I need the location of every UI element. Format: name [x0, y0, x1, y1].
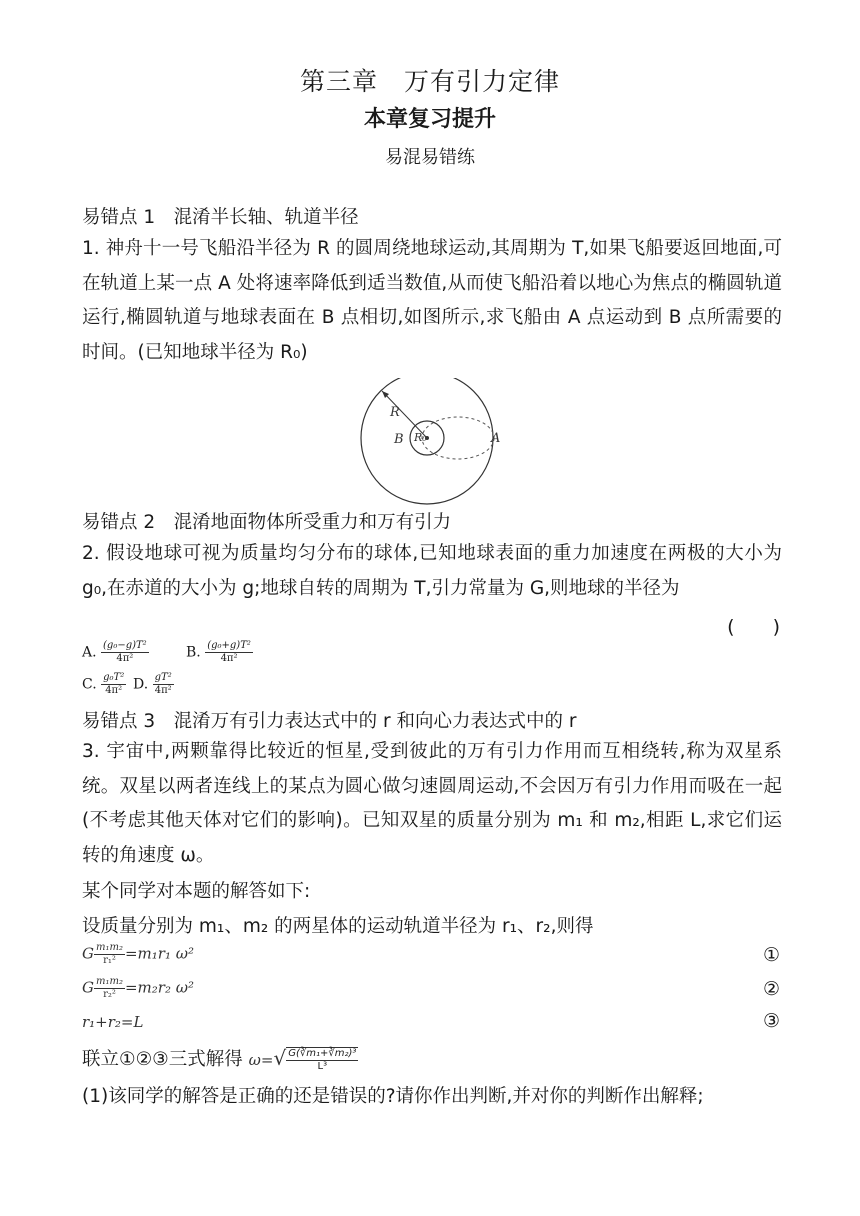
option-fraction — [205, 640, 253, 665]
option-b — [186, 640, 253, 665]
eq-marker-1: ① — [762, 944, 780, 966]
option-a — [82, 640, 149, 665]
eq-marker-2: ② — [762, 978, 780, 1000]
fraction-numerator: (g₀+g)T² — [207, 640, 251, 651]
point2-heading: 易错点 2 混淆地面物体所受重力和万有引力 — [82, 512, 452, 533]
result-lhs: ω= — [248, 1051, 274, 1069]
equation-3: r₁+r₂=L — [82, 1013, 144, 1031]
point1-heading: 易错点 1 混淆半长轴、轨道半径 — [82, 207, 359, 228]
eq-rhs: =m₂r₂ ω² — [124, 978, 194, 997]
result-fraction — [286, 1047, 358, 1073]
equation-1 — [82, 942, 194, 967]
option-c — [82, 672, 126, 697]
option-label: A. — [82, 644, 97, 661]
eq-g: G — [82, 944, 94, 963]
fraction-numerator: m₁m₂ — [95, 976, 123, 987]
sub-title: 易混易错练 — [385, 147, 475, 168]
question-2: 2. 假设地球可视为质量均匀分布的球体,已知地球表面的重力加速度在两极的大小为 g₀,在赤道的大小为 g;地球自转的周期为 T,引力常量为 G,则地球的半径为 — [82, 543, 782, 599]
question-3: 3. 宇宙中,两颗靠得比较近的恒星,受到彼此的万有引力作用而互相绕转,称为双星系统。双星以两者连线上的某点为圆心做匀速圆周运动,不会因万有引力作用而吸在一起(不考虑其他天体对它们的影响)。已知双星的质量分别为 m₁ 和 m₂,相距 L,求它们运转的角速度 ω。 — [82, 741, 782, 866]
question-1: 1. 神舟十一号飞船沿半径为 R 的圆周绕地球运动,其周期为 T,如果飞船要返回地面,可在轨道上某一点 A 处将速率降低到适当数值,从而使飞船沿着以地心为焦点的椭圆轨道运行,椭圆轨道与地球表面在 B 点相切,如图所示,求飞船由 A 点运动到 B 点所需要的时间。(已知地球半径为 R₀) — [82, 238, 782, 363]
eq-fraction — [94, 976, 125, 1001]
fraction-numerator: gT² — [154, 672, 172, 683]
equation-2 — [82, 976, 194, 1001]
fraction-denominator: L³ — [317, 1061, 328, 1072]
option-label: B. — [186, 644, 201, 661]
label-R: R — [390, 405, 400, 420]
fraction-denominator: 4π² — [154, 685, 172, 696]
fraction-numerator: (g₀−g)T² — [103, 640, 147, 651]
option-fraction — [101, 640, 149, 665]
chapter-title: 第三章 万有引力定律 — [299, 67, 560, 96]
eq-g: G — [82, 978, 94, 997]
sub-question-1: (1)该同学的解答是正确的还是错误的?请你作出判断,并对你的判断作出解释; — [82, 1086, 704, 1107]
student-intro: 某个同学对本题的解答如下: — [82, 881, 311, 902]
label-A: A — [491, 431, 501, 446]
section-title: 本章复习提升 — [363, 107, 496, 132]
fraction-denominator: 4π² — [105, 685, 123, 696]
option-d — [133, 672, 174, 697]
fraction-denominator: 4π² — [116, 653, 134, 664]
label-R0: R₀ — [414, 431, 427, 444]
option-fraction — [153, 672, 174, 697]
result-text: 联立①②③三式解得 — [82, 1049, 243, 1070]
label-B: B — [394, 432, 404, 447]
orbit-figure — [356, 378, 506, 508]
eq-rhs: =m₁r₁ ω² — [124, 944, 194, 963]
option-label: C. — [82, 676, 97, 693]
point3-heading: 易错点 3 混淆万有引力表达式中的 r 和向心力表达式中的 r — [82, 711, 577, 732]
eq-fraction — [94, 942, 125, 967]
fraction-numerator: G(∛m₁+∛m₂)³ — [288, 1048, 357, 1059]
fraction-denominator: r₁² — [103, 955, 116, 966]
ellipse-orbit — [422, 417, 494, 459]
answer-bracket: ( ) — [727, 616, 780, 638]
solution-setup: 设质量分别为 m₁、m₂ 的两星体的运动轨道半径为 r₁、r₂,则得 — [82, 916, 594, 937]
fraction-denominator: r₂² — [103, 989, 116, 1000]
orbit-circle — [361, 378, 493, 504]
option-fraction — [101, 672, 126, 697]
fraction-numerator: g₀T² — [103, 672, 125, 683]
result-line — [82, 1045, 358, 1073]
eq-marker-3: ③ — [762, 1010, 780, 1032]
sqrt-sign: √ — [273, 1046, 287, 1070]
option-label: D. — [133, 676, 149, 693]
fraction-denominator: 4π² — [220, 653, 238, 664]
fraction-numerator: m₁m₂ — [95, 942, 123, 953]
